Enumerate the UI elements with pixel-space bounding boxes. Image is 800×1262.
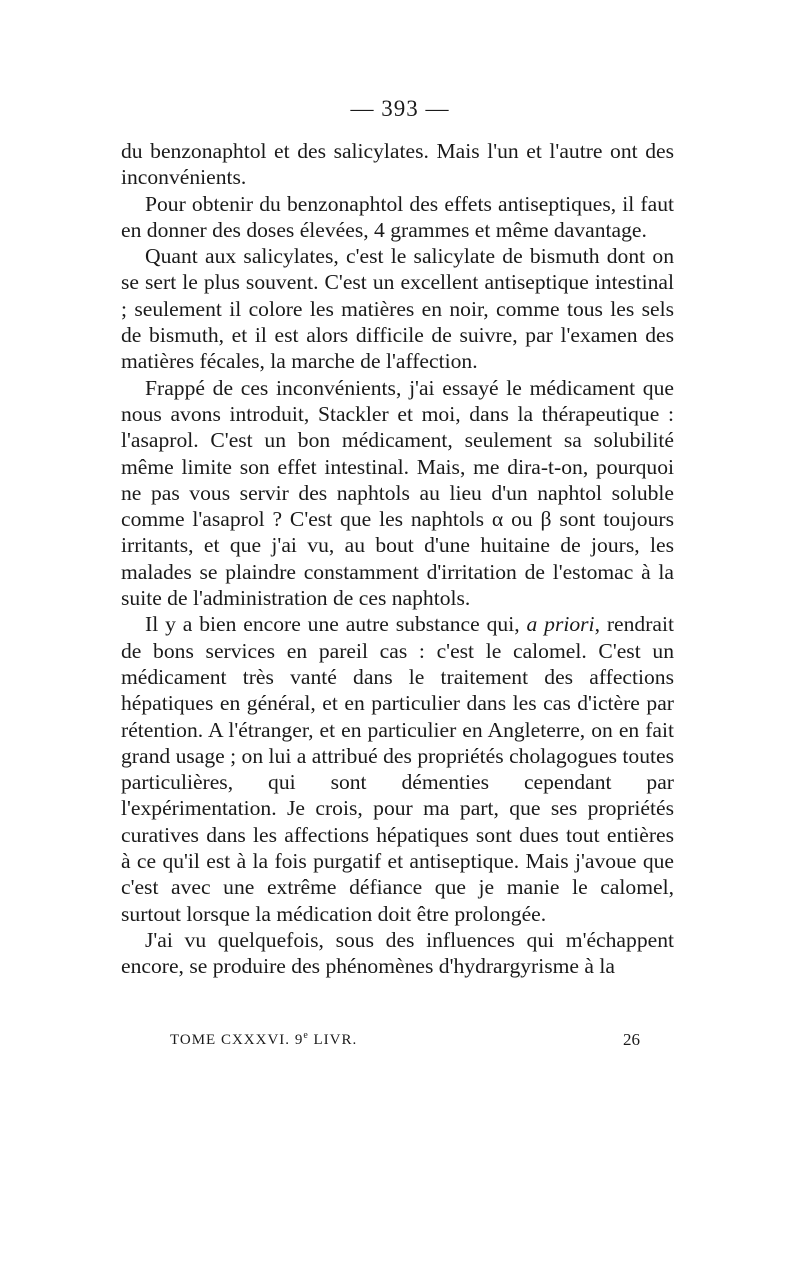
footer-issue-number: 9 [294, 1032, 304, 1048]
footer-volume-label: TOME CXXXVI. [170, 1032, 291, 1048]
paragraph-1: du benzonaphtol et des salicylates. Mais l'un et l'autre ont des inconvénients. [121, 139, 674, 190]
footer-signature-line [170, 1030, 640, 1050]
paragraph-5-start: Il y a bien encore une autre substance qui, [145, 612, 527, 637]
paragraph-5-emphasis: a priori [526, 612, 595, 637]
body-text [121, 138, 674, 980]
footer-volume [170, 1030, 357, 1050]
footer-issue-sup: e [303, 1030, 309, 1041]
footer-issue-label: LIVR. [313, 1032, 358, 1048]
paragraph-4: Frappé de ces inconvénients, j'ai essayé le médicament que nous avons introduit, Stackler et moi, dans la thérapeutique : l'asaprol. C'est un bon médicament, seulement sa solubilité même limite son effet intestinal. Mais, me dira-t-on, pourquoi ne pas vous servir des naphtols au lieu d'un naphtol soluble comme l'asaprol ? C'est que les naphtols α ou β sont toujours irritants, et que j'ai vu, au bout d'une huitaine de jours, les malades se plaindre constamment d'irritation de l'estomac à la suite de l'administration de ces naphtols. [121, 375, 674, 611]
paragraph-5-end: , rendrait de bons services en pareil cas : c'est le calomel. C'est un médicament très vanté dans le traitement des affections hépatiques en général, et en particulier dans les cas d'ictère par rétention. A l'étranger, et en particulier en Angleterre, on en fait grand usage ; on lui a attribué des propriétés cholagogues toutes particulières, qui sont démenties cependant par l'expérimentation. Je crois, pour ma part, que ses propriétés curatives dans les affections hépatiques sont dues tout entières à ce qu'il est à la fois purgatif et antiseptique. Mais j'avoue que c'est avec une extrême défiance que je manie le calomel, surtout lorsque la médication doit être prolongée. [121, 612, 674, 926]
paragraph-2: Pour obtenir du benzonaphtol des effets antiseptiques, il faut en donner des doses élevées, 4 grammes et même davantage. [121, 191, 674, 242]
page-number: — 393 — [350, 96, 450, 121]
footer-signature-number: 26 [623, 1030, 640, 1049]
paragraph-5 [121, 611, 674, 927]
paragraph-6: J'ai vu quelquefois, sous des influences qui m'échappent encore, se produire des phénomènes d'hydrargyrisme à la [121, 927, 674, 979]
paragraph-3: Quant aux salicylates, c'est le salicylate de bismuth dont on se sert le plus souvent. C'est un excellent antiseptique intestinal ; seulement il colore les matières en noir, comme tous les sels de bismuth, et il est alors difficile de suivre, par l'examen des matières fécales, la marche de l'affection. [121, 244, 674, 374]
